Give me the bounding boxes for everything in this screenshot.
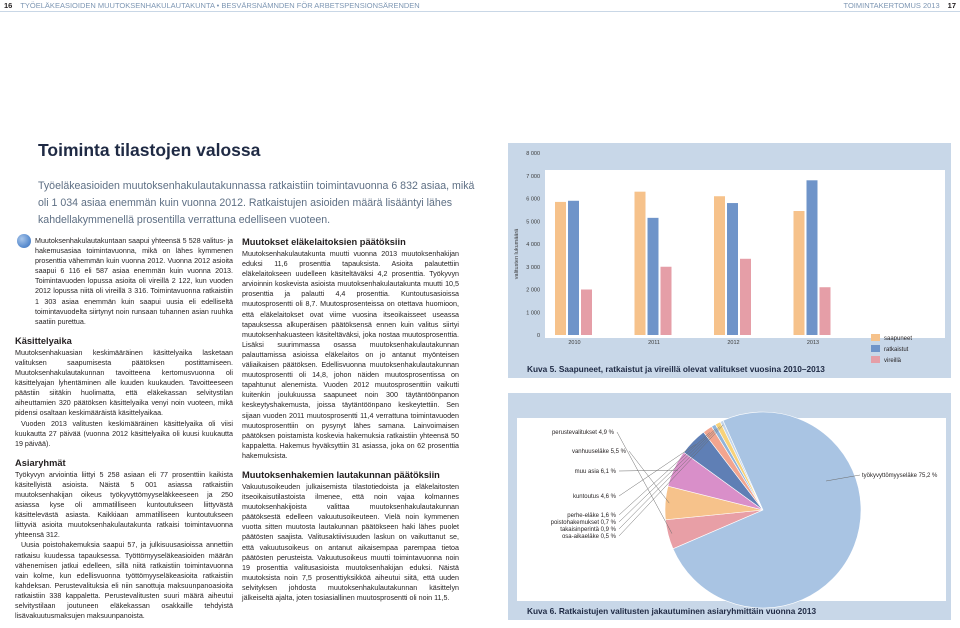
legend-label-ratkaistut: ratkaistut xyxy=(884,347,909,353)
heading-lautakunnan: Muutoksenhakemien lautakunnan päätöksiin xyxy=(242,469,440,480)
figure-6-caption: Kuva 6. Ratkaistujen valitusten jakautuminen asiaryhmittäin vuonna 2013 xyxy=(527,606,817,616)
legend-swatch-vireillä xyxy=(871,356,880,363)
x-tick-label: 2013 xyxy=(806,340,820,346)
x-tick-label: 2010 xyxy=(568,340,581,346)
heading-asiaryhmat: Asiaryhmät xyxy=(15,457,66,468)
bar-ratkaistut-2012 xyxy=(727,203,738,335)
heading-kasittelyaika: Käsittelyaika xyxy=(15,335,72,346)
y-tick-label: 1 000 xyxy=(526,310,540,317)
legend-label-vireillä: vireillä xyxy=(884,358,902,364)
pie-label: osa-aikaeläke 0,5 % xyxy=(561,534,616,540)
y-tick-label: 5 000 xyxy=(526,219,540,226)
bar-saapuneet-2010 xyxy=(555,202,566,335)
x-tick-label: 2011 xyxy=(648,340,660,346)
header-right xyxy=(844,0,956,11)
pie-label: perustevalitukset 4,9 % xyxy=(551,430,614,436)
bar-saapuneet-2011 xyxy=(635,192,646,335)
y-axis-label: valitusten lukumäärä xyxy=(514,228,520,280)
pie-chart xyxy=(508,393,951,620)
bar-ratkaistut-2013 xyxy=(807,180,818,335)
pie-label: poistohakemukset 0,7 % xyxy=(550,520,616,526)
bar-saapuneet-2013 xyxy=(794,211,805,335)
bar-vireillä-2012 xyxy=(740,259,751,335)
bar-vireillä-2013 xyxy=(820,287,831,335)
y-tick-label: 7 000 xyxy=(526,173,540,180)
pie-label: työkyvyttömyyseläke 75,2 % xyxy=(862,473,938,479)
intro-paragraph: Muutoksenhakulautakuntaan saapui yhteensä 5 528 valitus- ja hakemusasiaa toimintavuonna, mikä on lähes kymmenen prosenttia vähemmän kuin vuonna 2012. Vuonna 2012 asioita saapui 6 116 eli 587 asiaa enemmän kuin vuonna 2013. Toimintavuoden lopussa asioita oli vireillä 2 122, kun vuoden 2012 lopussa niitä oli vireillä 3 316. Toimintavuonna ratkaistiin 1 303 asiaa enemmän kuin saapui uusia eli edelliseltä toimintavuodelta siirtynyt noin runsaan tuhannen asian ruuhka saatiin purettua. xyxy=(35,237,233,326)
bar-chart xyxy=(508,143,951,378)
pie-label: vanhuuseläke 5,5 % xyxy=(571,449,626,455)
legend-swatch-ratkaistut xyxy=(871,345,880,352)
paragraph-asiaryhmat: Työkyvyn arviointia liittyi 5 258 asiaan eli 77 prosenttiin kaikista käsitellyistä asioista. Näistä 5 001 asiassa ratkaistiin muutoksenhakijan oikeus työkyvyttömyyseläkkeeseen ja 250 asiassa kyse oli ammatilliseen kuntoutukseen liittyvästä käsittelevästä asiasta. Kaikkiaan ammatilliseen kuntoutukseen liittyviä asioita muutoksenhakulautakunta ratkaisi toimintavuonna yhteensä 312. xyxy=(15,470,233,540)
y-tick-label: 2 000 xyxy=(526,287,540,294)
y-tick-label: 3 000 xyxy=(526,264,540,271)
paragraph-muutokset: Muutoksenhakulautakunta muutti vuonna 2013 muutoksenhakijan eduksi 11,6 prosenttia tapauksista. Asioita palautettiin eläkelaitokseen uudelleen käsiteltäväksi 4,2 prosenttia. Työkyvyn arvioinnin koskevista asioista muutoksenhakulautakunta muutti 10,5 prosenttia ja palautti 4,4 prosenttia. Kuntoutusasioissa muutosprosentti oli 8,7. Muutosprosenteissa on otettava huomioon, että eläkelaitokset ovat viime vuosina itseoikaisseet useassa tapauksessa alkuperäisen päätöksensä ennen kuin valitus siirtyi muutoksenhakuasteen käsiteltäväksi, joka nostaa muutosprosenttia. Lisäksi suurimmassa osassa muutoksenhakulautakunnan palauttamissa asioissa eläkelaitos on jo antanut myönteisen väliaikaisen päätöksen. Edellisvuonna muutoksenhakulautakunnan muutosprosentti oli 14,8, johon näiden muutosprosentissa on tapahtunut alenemista. Vuoden 2012 muutosprosenttiin vaikutti kuitenkin joulukuussa saapuneet noin 300 täytäntöönpanon keskeytyshakemusta, joissa täytäntöönpano keskeytettiin. Sen sijaan vuoden 2011 muutosprosentti 11,4 verrattuna toimintavuoden muutosprosenttiin on pysynyt lähes samana. Lainvoimaisen päätöksen poistamista koskevia hakemuksia ratkaistiin yhteensä 50 kappaletta. Hakemus hyväksyttiin 31 asiassa, joka on 62 prosenttia hakemuksista. xyxy=(242,250,459,460)
legend-label-saapuneet: saapuneet xyxy=(884,336,913,342)
pie-leader-line xyxy=(629,451,669,503)
pie-label: takaisinperintä 0,9 % xyxy=(560,527,616,533)
bar-ratkaistut-2010 xyxy=(568,201,579,335)
page-header xyxy=(0,0,960,12)
pie-label: kuntoutus 4,6 % xyxy=(572,494,616,500)
header-section-right: TOIMINTAKERTOMUS 2013 xyxy=(843,1,940,10)
x-tick-label: 2012 xyxy=(727,340,740,346)
page-number-right: 17 xyxy=(947,1,956,10)
bar-vireillä-2010 xyxy=(581,290,592,336)
page-title: Toiminta tilastojen valossa xyxy=(38,140,261,160)
y-tick-label: 6 000 xyxy=(526,196,540,203)
header-left xyxy=(4,0,420,11)
paragraph-kasittelyaika-2: Vuoden 2013 valitusten keskimääräinen käsittelyaika oli viisi kuukautta 27 päivää (vuonna 2012 käsittelyaika oli kuusi kuukautta 19 päivää). xyxy=(15,419,233,448)
paragraph-kasittelyaika: Muutoksenhakuasian keskimääräinen käsittelyaika lasketaan valituksen saapumisesta päätöksen postittamiseen. Muutoksenhakulautakunnan tavoitteena kertomusvuonna oli käsittelyajan lyhentäminen alle kuuden kuukauden. Tavoitteeseen päästiin siitäkin huolimatta, että eläkekassan selvitystilan aiheuttamien 320 päätöksen käsittelyaika venyi noin vuoteen, mikä pidensi osaltaan keskimääräistä käsittelyaikaa. xyxy=(15,348,233,418)
y-tick-label: 4 000 xyxy=(526,242,540,248)
bar-saapuneet-2012 xyxy=(714,196,725,335)
header-section-left: TYÖELÄKEASIOIDEN MUUTOKSENHAKULAUTAKUNTA • BESVÄRSNÄMNDEN FÖR ARBETSPENSIONSÄRENDEN xyxy=(20,1,420,10)
pie-label: perhe-eläke 1,6 % xyxy=(567,513,616,519)
paragraph-asiaryhmat-2: Uusia poistohakemuksia saapui 57, ja julkisuusasioissa annettiin ratkaisu kuudessa tapauksessa. Työttömyyseläkeasioiden määrän vähenemisen jatkui edelleen, sillä niitä ratkaistiin toimintavuonna vain kolme, kun edellisvuonna työttömyyseläkeasioita ratkaistiin kahdeksan. Perustevalituksia eli niin sanottuja maksuunpanoasioita ratkaistiin 338 kappaletta. Perustevalitusten suuri määrä aiheutui selvitystilaan joutuneen eläkekassan osakkaille tehdyistä lisävakuutusmaksujen maksuunpanoista. xyxy=(15,541,233,621)
figure-5-caption: Kuva 5. Saapuneet, ratkaistut ja vireillä olevat valitukset vuosina 2010–2013 xyxy=(527,364,825,374)
text-column-1 xyxy=(15,236,233,621)
legend-swatch-saapuneet xyxy=(871,334,880,341)
page-number-left: 16 xyxy=(4,1,13,10)
text-column-2 xyxy=(242,236,459,603)
bar-vireillä-2011 xyxy=(661,267,672,335)
paragraph-lautakunnan: Vakuutusoikeuden julkaisemista tilastotiedoista ja eläkelaitosten itseoikaisutilastoista ilmenee, että noin vajaa kolmannes muutoksenhakijoista valittaa muutoksenhakulautakunnan päätöksestä edelleen vakuutusoikeuteen. Vielä noin kymmenen vuotta sitten muutosta lautakunnan päätökseen haki lähes puolet päätösten saajista. Valitusaktiivisuuden laskun on vaikuttanut se, että vakuutusoikeus on antanut aikaisempaa parempaa tietoa päätösten perusteista. Vakuutusoikeus muutti toimintavuonna noin 19 prosenttia valitusasioista muutoksenhakijan eduksi. Näistä muutoksista noin 7,5 prosenttiyksikköä aiheutui siitä, että uuden selvityksen johdosta muutoksenhakulautakunnan käsittelyn jälkeiseltä ajalta, joten tosiasiallinen muutosprosentti oli noin 11,5. xyxy=(242,482,459,602)
pie-leader-line xyxy=(617,432,672,534)
y-tick-label: 8 000 xyxy=(526,151,540,157)
y-tick-label: 0 xyxy=(536,333,540,339)
pie-leader-line xyxy=(619,470,678,471)
heading-muutokset: Muutokset eläkelaitoksien päätöksiin xyxy=(242,237,406,247)
lead-paragraph: Työeläkeasioiden muutoksenhakulautakunnassa ratkaistiin toimintavuonna 6 832 asiaa, mikä oli 1 034 asiaa enemmän kuin vuonna 2012. Ratkaistujen asioiden määrä lisääntyi lähes kahdellakymmenellä prosentilla verrattuna edelliseen vuoteen. xyxy=(38,180,475,226)
pie-label: muu asia 6,1 % xyxy=(574,469,616,475)
bar-ratkaistut-2011 xyxy=(648,218,659,335)
